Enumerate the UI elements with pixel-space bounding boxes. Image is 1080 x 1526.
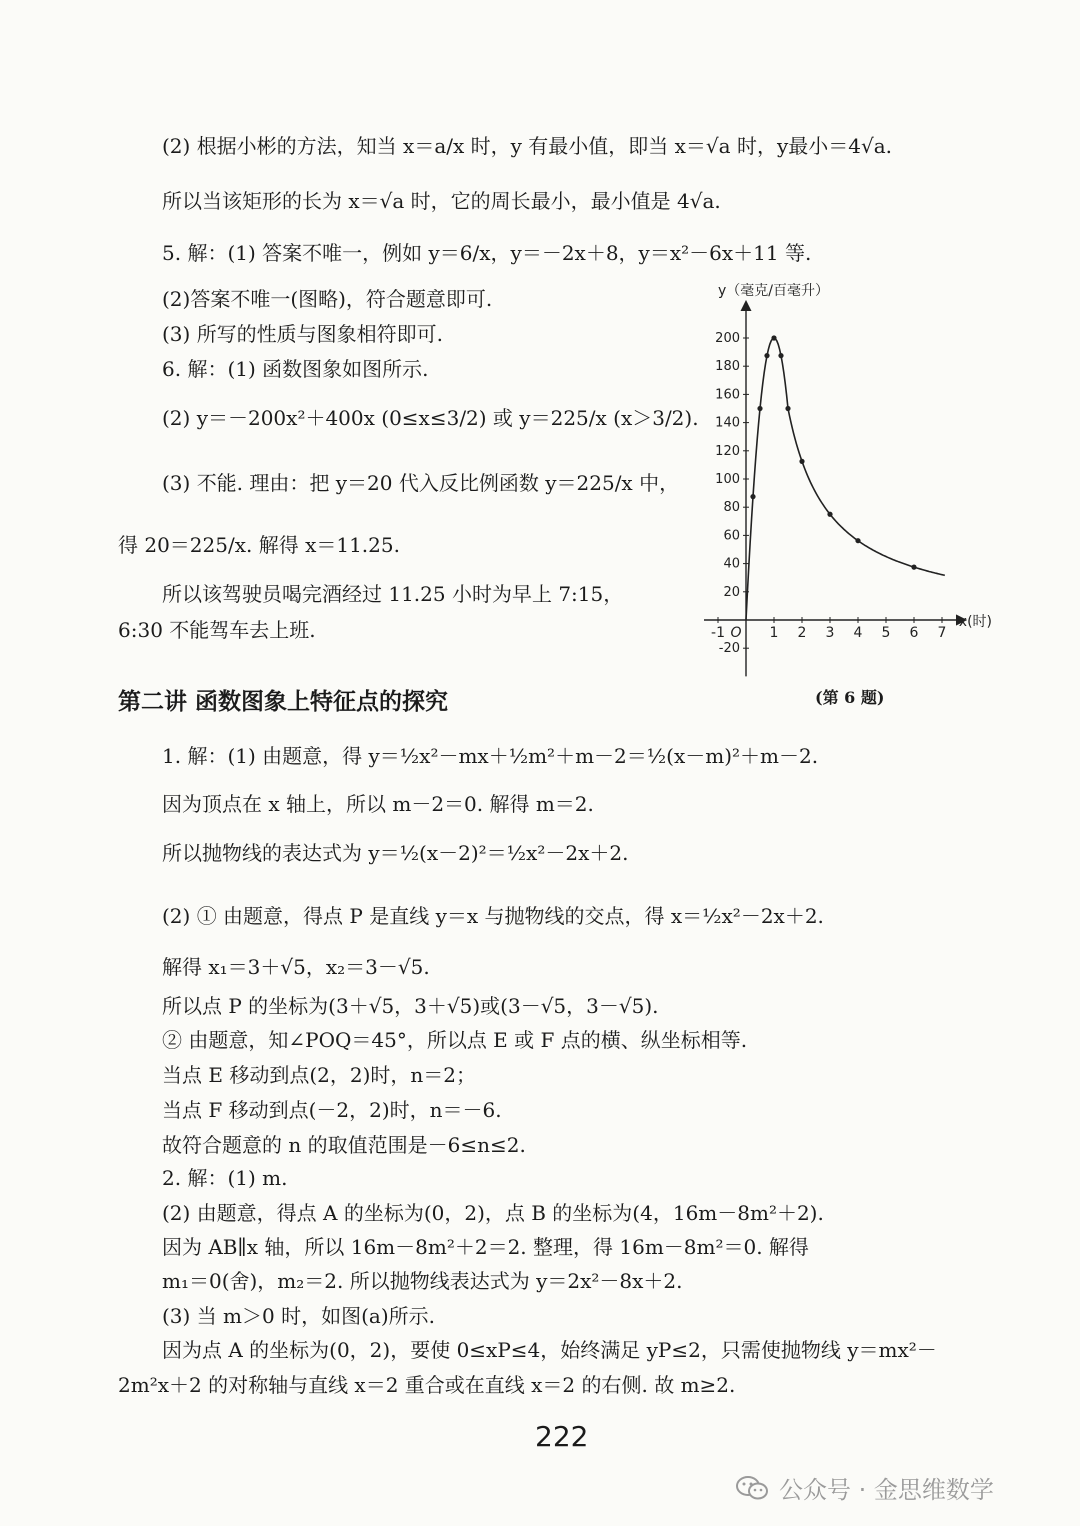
text-line: 当点 E 移动到点(2，2)时，n＝2；	[162, 1063, 476, 1087]
data-point	[771, 335, 776, 340]
wechat-icon	[735, 1475, 769, 1501]
data-point	[764, 353, 769, 358]
x-tick-label: O	[730, 625, 742, 641]
x-tick-label: 2	[797, 625, 807, 641]
data-point	[799, 459, 804, 464]
text-line: 因为 AB∥x 轴，所以 16m－8m²＋2＝2. 整理，得 16m－8m²＝0. 解得	[162, 1235, 809, 1259]
text-line: 所以点 P 的坐标为(3＋√5，3＋√5)或(3－√5，3－√5).	[162, 994, 659, 1018]
x-tick-label: -1	[711, 625, 725, 641]
x-tick-label: 1	[769, 625, 779, 641]
y-tick-label: 100	[715, 472, 740, 487]
data-point	[757, 406, 762, 411]
x-tick-label: 4	[853, 625, 863, 641]
y-tick-label: 80	[723, 500, 740, 516]
text-line: (2) ① 由题意，得点 P 是直线 y＝x 与抛物线的交点，得 x＝½x²－2x＋2.	[162, 904, 824, 928]
text-line: 6. 解：(1) 函数图象如图所示.	[162, 357, 429, 381]
text-line: 2m²x＋2 的对称轴与直线 x＝2 重合或在直线 x＝2 的右侧. 故 m≥2.	[118, 1373, 736, 1397]
text-line: m₁＝0(舍)，m₂＝2. 所以抛物线表达式为 y＝2x²－8x＋2.	[162, 1269, 683, 1293]
page-number: 222	[535, 1420, 589, 1453]
text-line: 1. 解：(1) 由题意，得 y＝½x²－mx＋½m²＋m－2＝½(x－m)²＋m－2.	[162, 744, 819, 768]
figure-caption: (第 6 题)	[815, 688, 885, 707]
text-line: (2) 由题意，得点 A 的坐标为(0，2)，点 B 的坐标为(4，16m－8m²＋2).	[162, 1201, 824, 1225]
text-line: (3) 当 m＞0 时，如图(a)所示.	[162, 1304, 435, 1328]
series-line	[746, 338, 945, 620]
y-tick-label: 40	[723, 556, 740, 572]
watermark	[735, 1470, 994, 1505]
data-point	[911, 565, 916, 570]
data-point	[855, 538, 860, 543]
data-point	[750, 494, 755, 499]
data-point	[785, 406, 790, 411]
text-line: (2) y＝－200x²＋400x (0≤x≤3/2) 或 y＝225/x (x＞3/2).	[162, 406, 699, 430]
text-line: (3) 所写的性质与图象相符即可.	[162, 322, 444, 346]
text-line: 所以该驾驶员喝完酒经过 11.25 小时为早上 7:15，	[162, 582, 624, 606]
x-tick-label: 3	[825, 625, 835, 641]
text-line: 因为顶点在 x 轴上，所以 m－2＝0. 解得 m＝2.	[162, 792, 594, 816]
text-line: 得 20＝225/x. 解得 x＝11.25.	[118, 533, 400, 557]
text-line: (2)答案不唯一(图略)，符合题意即可.	[162, 287, 493, 311]
data-point	[827, 512, 832, 517]
watermark-text: 公众号 · 金思维数学	[779, 1476, 994, 1504]
y-tick-label: 180	[715, 359, 740, 375]
text-line: (2) 根据小彬的方法，知当 x＝a/x 时，y 有最小值，即当 x＝√a 时，y最小＝4√a.	[162, 134, 892, 158]
y-tick-label: 200	[715, 331, 740, 346]
x-tick-label: 6	[909, 625, 919, 641]
text-line: 5. 解：(1) 答案不唯一，例如 y＝6/x，y＝－2x＋8，y＝x²－6x＋11 等.	[162, 241, 812, 265]
y-tick-label: -20	[718, 641, 740, 657]
y-tick-label: 140	[715, 415, 740, 431]
text-line: ② 由题意，知∠POQ＝45°，所以点 E 或 F 点的横、纵坐标相等.	[162, 1028, 748, 1052]
y-tick-label: 160	[715, 387, 740, 403]
text-line: 当点 F 移动到点(－2，2)时，n＝－6.	[162, 1098, 502, 1122]
y-tick-label: 120	[715, 443, 740, 459]
y-axis-label: y（毫克/百毫升）	[718, 282, 830, 299]
x-axis-label: x(时)	[958, 614, 993, 630]
text-line: 解得 x₁＝3＋√5，x₂＝3－√5.	[162, 955, 430, 979]
text-line: 故符合题意的 n 的取值范围是－6≤n≤2.	[162, 1133, 526, 1157]
y-tick-label: 60	[723, 528, 740, 544]
text-line: 2. 解：(1) m.	[162, 1166, 288, 1190]
blood-alcohol-chart	[690, 282, 1010, 702]
data-point	[778, 353, 783, 358]
x-tick-label: 7	[937, 625, 947, 641]
text-line: 所以抛物线的表达式为 y＝½(x－2)²＝½x²－2x＋2.	[162, 841, 629, 865]
text-line: 所以当该矩形的长为 x＝√a 时，它的周长最小，最小值是 4√a.	[162, 189, 721, 213]
text-line: (3) 不能. 理由：把 y＝20 代入反比例函数 y＝225/x 中，	[162, 471, 680, 495]
text-line: 因为点 A 的坐标为(0，2)，要使 0≤xP≤4，始终满足 yP≤2，只需使抛物线 y＝mx²－	[162, 1338, 937, 1362]
y-tick-label: 20	[723, 584, 740, 600]
text-line: 6:30 不能驾车去上班.	[118, 618, 316, 642]
section-title: 第二讲 函数图象上特征点的探究	[118, 688, 449, 715]
x-tick-label: 5	[881, 625, 891, 641]
